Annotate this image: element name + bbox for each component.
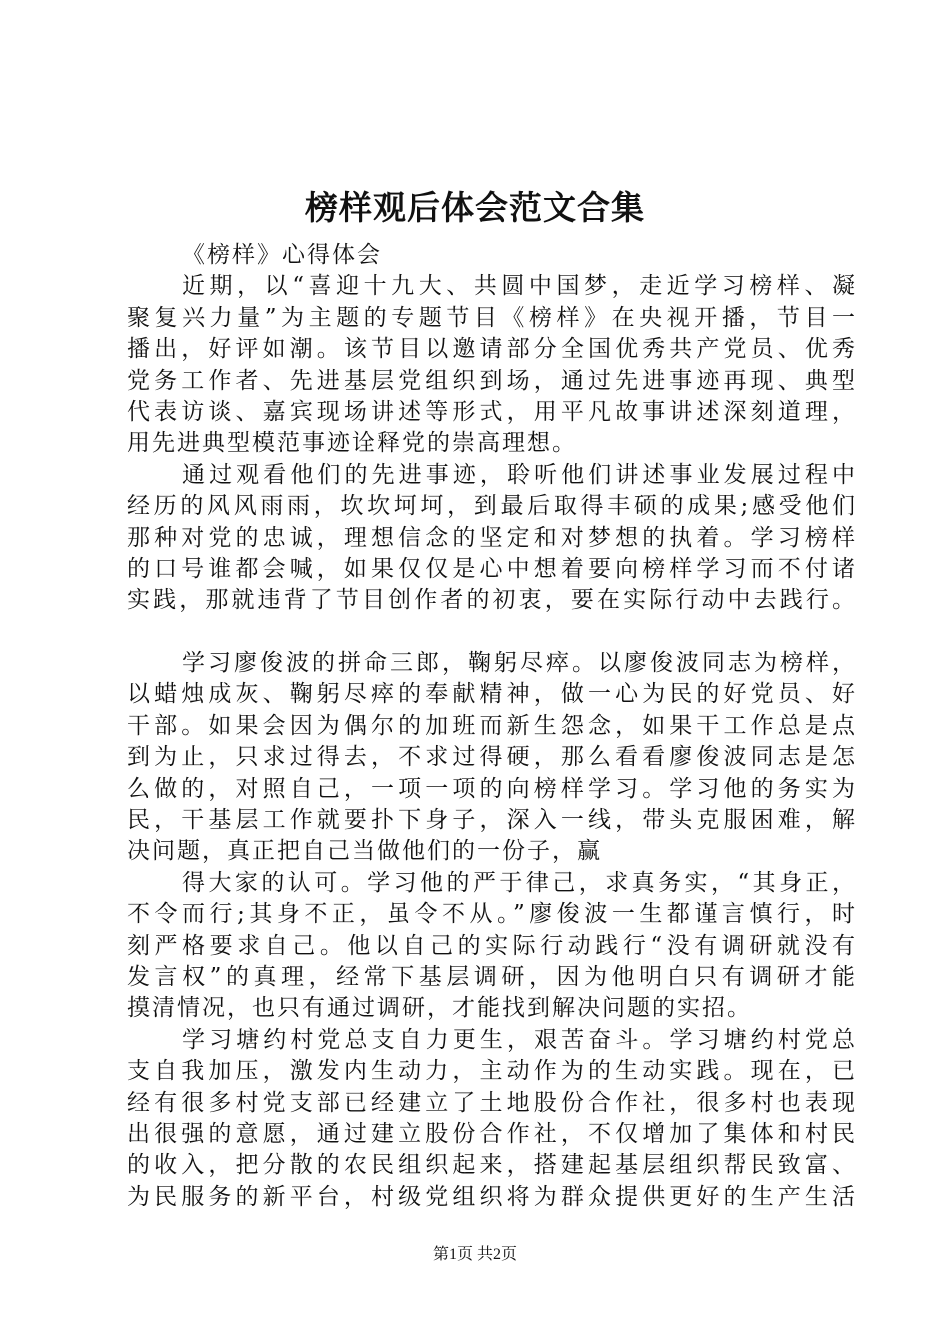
paragraph-line: 的口号谁都会喊，如果仅仅是心中想着要向榜样学习而不付诸 [127, 555, 857, 582]
paragraph-line: 以蜡烛成灰、鞠躬尽瘁的奉献精神，做一心为民的好党员、好 [127, 681, 857, 708]
paragraph-line: 经有很多村党支部已经建立了土地股份合作社，很多村也表现 [127, 1089, 857, 1116]
paragraph-line: 学习塘约村党总支自力更生，艰苦奋斗。学习塘约村党总 [182, 1026, 857, 1053]
paragraph-line: 学习廖俊波的拼命三郎，鞠躬尽瘁。以廖俊波同志为榜样， [182, 650, 857, 677]
paragraph-line: 近期，以“喜迎十九大、共圆中国梦，走近学习榜样、凝 [182, 273, 857, 300]
paragraph-line: 到为止，只求过得去，不求过得硬，那么看看廖俊波同志是怎 [127, 744, 857, 771]
paragraph-line: 党务工作者、先进基层党组织到场，通过先进事迹再现、典型 [127, 367, 857, 394]
paragraph-line: 刻严格要求自己。他以自己的实际行动践行“没有调研就没有 [127, 932, 857, 959]
page-number-footer: 第1页 共2页 [432, 1246, 517, 1263]
paragraph-line: 那种对党的忠诚，理想信念的坚定和对梦想的执着。学习榜样 [127, 524, 857, 551]
paragraph-line: 发言权”的真理，经常下基层调研，因为他明白只有调研才能 [127, 963, 857, 990]
paragraph-line: 聚复兴力量”为主题的专题节目《榜样》在央视开播，节目一 [127, 304, 857, 331]
paragraph-line: 代表访谈、嘉宾现场讲述等形式，用平凡故事讲述深刻道理， [127, 398, 857, 425]
paragraph-line: 得大家的认可。学习他的严于律己，求真务实，“其身正， [182, 869, 857, 896]
paragraph-line: 出很强的意愿，通过建立股份合作社，不仅增加了集体和村民 [127, 1120, 857, 1147]
paragraph-line: 支自我加压，激发内生动力，主动作为的生动实践。现在，已 [127, 1058, 857, 1085]
document-body [127, 240, 857, 1213]
paragraph-line: 摸清情况，也只有通过调研，才能找到解决问题的实招。 [127, 995, 752, 1022]
paragraph-line: 为民服务的新平台，村级党组织将为群众提供更好的生产生活 [127, 1183, 857, 1210]
paragraph-line: 实践，那就违背了节目创作者的初衷，要在实际行动中去践行。 [127, 587, 857, 614]
paragraph-line: 不令而行;其身不正，虽令不从。”廖俊波一生都谨言慎行，时 [127, 901, 857, 928]
document-title: 榜样观后体会范文合集 [305, 188, 645, 227]
paragraph-line: 决问题，真正把自己当做他们的一份子，赢 [127, 838, 602, 865]
paragraph-line: 么做的，对照自己，一项一项的向榜样学习。学习他的务实为 [127, 775, 857, 802]
paragraph-line: 播出，好评如潮。该节目以邀请部分全国优秀共产党员、优秀 [127, 336, 857, 363]
paragraph-line: 经历的风风雨雨，坎坎坷坷，到最后取得丰硕的成果;感受他们 [127, 493, 857, 520]
paragraph-spacer [127, 617, 857, 648]
paragraph-line: 用先进典型模范事迹诠释党的崇高理想。 [127, 430, 577, 457]
paragraph-line: 的收入，把分散的农民组织起来，搭建起基层组织帮民致富、 [127, 1152, 857, 1179]
subtitle: 《榜样》心得体会 [182, 242, 382, 268]
paragraph-line: 民，干基层工作就要扑下身子，深入一线，带头克服困难，解 [127, 807, 857, 834]
paragraph-line: 通过观看他们的先进事迹，聆听他们讲述事业发展过程中 [182, 461, 857, 488]
paragraph-line: 干部。如果会因为偶尔的加班而新生怨念，如果干工作总是点 [127, 712, 857, 739]
